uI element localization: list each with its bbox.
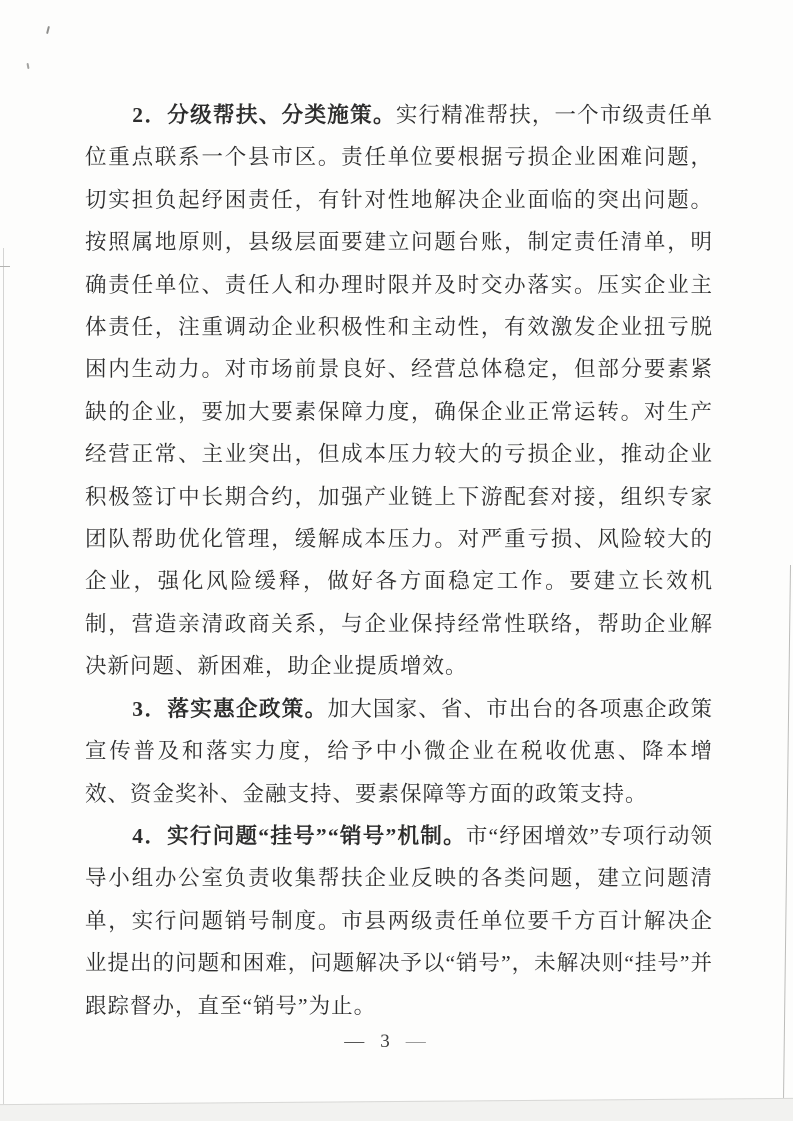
page-number-dash-right: — xyxy=(405,1030,426,1052)
scan-edge-line-left xyxy=(3,248,4,1121)
document-body xyxy=(85,94,713,1027)
paragraph-3-text: 加大国家、省、市出台的各项惠企政策宣传普及和落实力度，给予中小微企业在税收优惠、降本增效、资金奖补、金融支持、要素保障等方面的政策支持。 xyxy=(85,696,713,806)
paragraph-item-4 xyxy=(85,815,713,1027)
page-number xyxy=(0,1030,770,1053)
scan-edge-line-right xyxy=(783,565,791,1121)
page-number-value: 3 xyxy=(380,1031,390,1052)
paragraph-item-3 xyxy=(85,688,713,815)
scan-page-bottom-edge xyxy=(0,1098,793,1121)
page-number-dash-left: — xyxy=(344,1030,365,1052)
scan-artifact-tick xyxy=(0,266,10,267)
paragraph-2-text: 实行精准帮扶，一个市级责任单位重点联系一个县市区。责任单位要根据亏损企业困难问题，切实担负起纾困责任，有针对性地解决企业面临的突出问题。按照属地原则，县级层面要建立问题台账，制定责任清单，明确责任单位、责任人和办理时限并及时交办落实。压实企业主体责任，注重调动企业积极性和主动性，有效激发企业扭亏脱困内生动力。对市场前景良好、经营总体稳定，但部分要素紧缺的企业，要加大要素保障力度，确保企业正常运转。对生产经营正常、主业突出，但成本压力较大的亏损企业，推动企业积极签订中长期合约，加强产业链上下游配套对接，组织专家团队帮助优化管理，缓解成本压力。对严重亏损、风险较大的企业，强化风险缓释，做好各方面稳定工作。要建立长效机制，营造亲清政商关系，与企业保持经常性联络，帮助企业解决新问题、新困难，助企业提质增效。 xyxy=(85,103,713,679)
scan-artifact-speck xyxy=(46,26,50,34)
paragraph-2-heading: 2．分级帮扶、分类施策。 xyxy=(132,103,396,127)
scan-artifact-speck xyxy=(26,63,29,69)
paragraph-item-2 xyxy=(85,94,713,688)
paragraph-4-text: 市“纾困增效”专项行动领导小组办公室负责收集帮扶企业反映的各类问题，建立问题清单，实行问题销号制度。市县两级责任单位要千方百计解决企业提出的问题和困难，问题解决予以“销号”，未解决则“挂号”并跟踪督办，直至“销号”为止。 xyxy=(85,823,713,1018)
paragraph-4-heading: 4．实行问题“挂号”“销号”机制。 xyxy=(132,823,466,848)
paragraph-3-heading: 3．落实惠企政策。 xyxy=(132,696,328,721)
